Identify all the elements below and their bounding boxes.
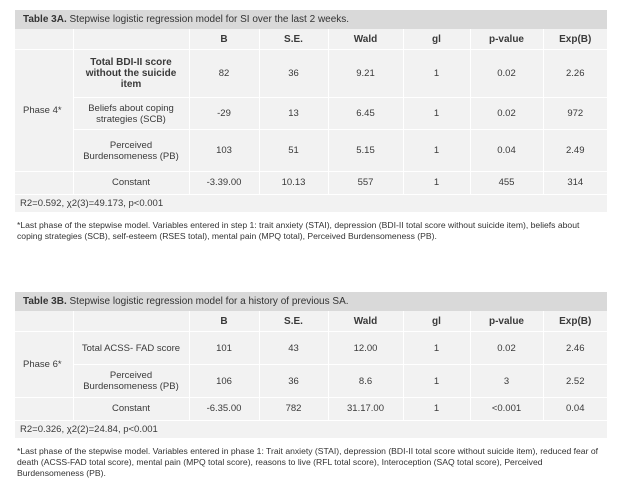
cell-wald: 5.15	[328, 130, 403, 172]
header-gl: gl	[403, 29, 470, 50]
header-se: S.E.	[259, 29, 328, 50]
cell-se: 782	[259, 398, 328, 420]
row-label: Total ACSS- FAD score	[73, 332, 189, 365]
cell-exp-b: 2.49	[543, 130, 607, 172]
table-3a-model-stats: R2=0.592, χ2(3)=49.173, p<0.001	[15, 194, 607, 212]
cell-b: 82	[189, 50, 259, 98]
cell-p-value: 0.02	[470, 50, 543, 98]
header-gl: gl	[403, 311, 470, 332]
table-3b-title-bold: Table 3B.	[23, 296, 67, 307]
row-label: Constant	[73, 398, 189, 420]
header-blank	[15, 29, 73, 50]
row-label: Perceived Burdensomeness (PB)	[73, 365, 189, 398]
header-blank	[15, 311, 73, 332]
cell-se: 51	[259, 130, 328, 172]
cell-wald: 9.21	[328, 50, 403, 98]
cell-exp-b: 972	[543, 98, 607, 130]
cell-se: 36	[259, 50, 328, 98]
cell-se: 43	[259, 332, 328, 365]
cell-p-value: 0.04	[470, 130, 543, 172]
header-variable	[73, 29, 189, 50]
table-3b-caption	[15, 292, 607, 311]
cell-se: 36	[259, 365, 328, 398]
row-label: Perceived Burdensomeness (PB)	[73, 130, 189, 172]
cell-exp-b: 2.46	[543, 332, 607, 365]
cell-gl: 1	[403, 98, 470, 130]
phase-label: Phase 6*	[15, 332, 73, 398]
header-exp-b: Exp(B)	[543, 29, 607, 50]
cell-b: -6.35.00	[189, 398, 259, 420]
header-exp-b: Exp(B)	[543, 311, 607, 332]
row-label: Constant	[73, 172, 189, 194]
table-row	[15, 98, 607, 130]
table-3a-header-row	[15, 29, 607, 50]
table-3b-header-row	[15, 311, 607, 332]
cell-se: 13	[259, 98, 328, 130]
cell-wald: 6.45	[328, 98, 403, 130]
table-3a-grid	[15, 29, 607, 194]
header-wald: Wald	[328, 29, 403, 50]
table-3a-title-bold: Table 3A.	[23, 14, 67, 25]
cell-p-value: 3	[470, 365, 543, 398]
cell-b: 103	[189, 130, 259, 172]
row-label: Beliefs about coping strategies (SCB)	[73, 98, 189, 130]
table-3b-title-text: Stepwise logistic regression model for a history of previous SA.	[66, 296, 349, 307]
table-3b-footnote: *Last phase of the stepwise model. Variables entered in phase 1: Trait anxiety (STAI), depression (BDI-II total score without suicide item), reduced fear of death (ACSS-FAD total score), mental pain (MPQ total score), reasons to live (RFL total score), Interoception (SAQ total score), Perceived Burdensomeness (PB).	[17, 445, 598, 478]
row-label: Total BDI-II score without the suicide item	[73, 50, 189, 98]
header-p-value: p-value	[470, 29, 543, 50]
cell-wald: 12.00	[328, 332, 403, 365]
table-row	[15, 332, 607, 365]
table-3b-model-stats: R2=0.326, χ2(2)=24.84, p<0.001	[15, 420, 607, 438]
cell-gl: 1	[403, 50, 470, 98]
cell-gl: 1	[403, 172, 470, 194]
table-3a-caption	[15, 10, 607, 29]
cell-wald: 557	[328, 172, 403, 194]
table-3a-footnote: *Last phase of the stepwise model. Variables entered in step 1: trait anxiety (STAI), depression (BDI-II total score without suicide item), beliefs about coping strategies (SCB), self-esteem (RSES total), mental pain (MPQ total), Perceived Burdensomeness (PB).	[17, 219, 580, 241]
table-3a-title-text: Stepwise logistic regression model for SI over the last 2 weeks.	[66, 14, 350, 25]
cell-gl: 1	[403, 398, 470, 420]
cell-b: -29	[189, 98, 259, 130]
header-b: B	[189, 29, 259, 50]
table-row	[15, 50, 607, 98]
header-wald: Wald	[328, 311, 403, 332]
header-se: S.E.	[259, 311, 328, 332]
cell-exp-b: 0.04	[543, 398, 607, 420]
header-variable	[73, 311, 189, 332]
cell-gl: 1	[403, 365, 470, 398]
table-3b-grid	[15, 311, 607, 420]
cell-wald: 8.6	[328, 365, 403, 398]
cell-wald: 31.17.00	[328, 398, 403, 420]
cell-p-value: 0.02	[470, 332, 543, 365]
cell-b: 101	[189, 332, 259, 365]
table-3a	[15, 10, 607, 242]
table-row	[15, 398, 607, 420]
phase-blank	[15, 172, 73, 194]
cell-gl: 1	[403, 332, 470, 365]
table-row	[15, 365, 607, 398]
cell-b: 106	[189, 365, 259, 398]
header-b: B	[189, 311, 259, 332]
phase-label: Phase 4*	[15, 50, 73, 172]
cell-p-value: 455	[470, 172, 543, 194]
cell-b: -3.39.00	[189, 172, 259, 194]
cell-p-value: 0.02	[470, 98, 543, 130]
cell-exp-b: 314	[543, 172, 607, 194]
header-p-value: p-value	[470, 311, 543, 332]
table-row	[15, 172, 607, 194]
cell-exp-b: 2.26	[543, 50, 607, 98]
cell-gl: 1	[403, 130, 470, 172]
cell-se: 10.13	[259, 172, 328, 194]
cell-p-value: <0.001	[470, 398, 543, 420]
phase-blank	[15, 398, 73, 420]
cell-exp-b: 2.52	[543, 365, 607, 398]
table-row	[15, 130, 607, 172]
table-3b	[15, 292, 607, 479]
